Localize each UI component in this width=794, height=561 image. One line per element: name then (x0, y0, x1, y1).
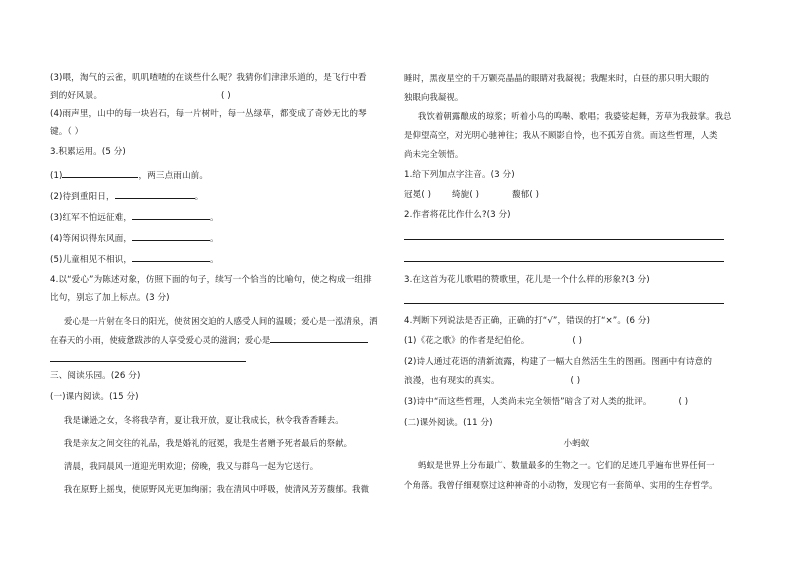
sample-paragraph-line2 (50, 334, 392, 346)
reading-line-4: 我在原野上摇曳，使原野风光更加绚丽；我在清风中呼吸，使清风芳芳馥郁。我微 (64, 484, 370, 494)
judge-2-text: 浪漫，也有现实的真实。 (404, 376, 500, 386)
reading-line-1: 我是谦逊之女，冬将我孕育，夏让我开放，夏让我成长，秋令我香香睡去。 (64, 415, 344, 425)
fill-5-blank[interactable] (132, 253, 210, 262)
judge-1-text: (1)《花之歌》的作者是纪伯伦。 (404, 336, 530, 346)
judge-1-paren[interactable]: ( ) (572, 336, 583, 346)
fill-line-4 (50, 232, 392, 245)
fill-4-blank[interactable] (132, 232, 210, 241)
question-3-3-text: 到的好风景。 (50, 91, 103, 101)
question-3-3-line1: (3)喂，淘气的云雀，叽叽喳喳的在谈些什么呢？我猜你们津津乐道的，是飞行中看 (50, 73, 367, 83)
metaphor-blank-2[interactable] (50, 361, 246, 362)
fill-line-3 (50, 211, 392, 224)
fill-3-blank[interactable] (132, 211, 210, 220)
fill-3-text: (3)红军不怕远征难， (50, 213, 133, 223)
article-title: 小蚂蚁 (563, 439, 590, 449)
fill-5-period: 。 (210, 255, 219, 265)
reading-line-2: 我是亲友之间交往的礼品，我是婚礼的冠冕，我是生者赠予死者最后的祭献。 (64, 438, 353, 448)
question-3-4-line2: 键。（ ） (50, 127, 84, 137)
fill-line-5 (50, 253, 392, 266)
question-1: 1.给下列加点字注音。(3 分) (404, 170, 515, 180)
question-2: 2.作者将花比作什么?(3 分) (404, 210, 511, 220)
judge-1 (404, 335, 749, 347)
fill-3-period: 。 (210, 213, 219, 223)
judge-3 (404, 396, 749, 408)
fill-5-text: (5)儿童相见不相识， (50, 255, 133, 265)
question-3: 3.在这首为花儿歌唱的赞歌里，花儿是一个什么样的形象?(3 分) (404, 275, 650, 285)
question-3-4-line1: (4)雨声里，山中的每一块岩石，每一片树叶，每一丛绿草，都变成了奇妙无比的琴 (50, 109, 367, 119)
fill-2-period: 。 (194, 192, 204, 202)
judge-3-paren[interactable]: ( ) (678, 397, 689, 407)
judge-3-text: (3)诗中“而这些哲理，人类尚未完全领悟”暗含了对人类的批评。 (404, 397, 652, 407)
fill-1-blank[interactable] (62, 169, 138, 178)
fill-line-1 (50, 169, 392, 182)
sample-paragraph-text: 在春天的小雨，使疲惫跋涉的人享受爱心灵的滋润；爱心是 (50, 335, 271, 345)
fill-2-text: (2)待到重阳日， (50, 192, 115, 202)
answer-line-q2-1[interactable] (404, 239, 724, 240)
pinyin-row (404, 189, 749, 201)
section-4-line1: 4.以“爱心”为陈述对象，仿照下面的句子，续写一个恰当的比喻句，使之构成一组排 (50, 275, 372, 285)
part-3-heading: 三、阅读乐园。(26 分) (50, 371, 141, 381)
out-of-class-reading-heading: (二)课外阅读。(11 分) (404, 418, 493, 428)
pinyin-item-1[interactable]: 冠冕( ) (404, 190, 432, 200)
section-3-heading: 3.积累运用。(5 分) (50, 147, 126, 157)
answer-line-q3[interactable] (404, 303, 724, 304)
judge-2-paren[interactable]: ( ) (570, 376, 581, 386)
judge-2-line2 (404, 375, 749, 387)
fill-4-period: 。 (210, 234, 219, 244)
fill-1-label: (1) (50, 171, 63, 181)
fill-line-2 (50, 190, 392, 203)
in-class-reading-heading: (一)课内阅读。(15 分) (50, 392, 139, 402)
reading-line-5: 睡时，黑夜星空的千万颗亮晶晶的眼睛对我凝视；我醒来时，白昼的那只明大眼的 (404, 73, 710, 83)
article-line-2: 个角落。我曾仔细观察过这种神奇的小动物，发现它有一套简单、实用的生存哲学。 (404, 480, 718, 490)
question-3-3-line2 (50, 90, 392, 102)
reading-line-3: 清晨，我同晨风一道迎光明欢迎；傍晚，我又与群鸟一起为它送行。 (64, 461, 319, 471)
answer-paren[interactable]: ( ) (221, 91, 231, 101)
metaphor-blank-1[interactable] (270, 334, 368, 343)
sample-paragraph-line1: 爱心是一片射在冬日的阳光，使贫困交迫的人感受人间的温暖；爱心是一泓清泉，洒 (64, 316, 378, 326)
reading-line-8: 是仰望高空，对光明心驰神往；我从不顾影自怜，也不孤芳自赏。而这些哲理，人类 (404, 130, 718, 140)
pinyin-item-2[interactable]: 绮旎( ) (451, 190, 480, 200)
fill-2-blank[interactable] (115, 190, 195, 199)
fill-1-text: ，两三点雨山前。 (138, 171, 209, 181)
fill-4-text: (4)等闲识得东风面， (50, 234, 133, 244)
answer-line-q2-2[interactable] (404, 261, 724, 262)
section-4-line2: 比句，别忘了加上标点。(3 分) (50, 293, 170, 303)
pinyin-item-3[interactable]: 馥郁( ) (511, 190, 540, 200)
reading-line-9: 尚未完全领悟。 (404, 149, 464, 159)
reading-line-7: 我饮着朝露酿成的琼浆；听着小鸟的鸣啭、歌唱；我婆娑起舞，芳草为我鼓掌。我总 (418, 111, 732, 121)
judge-2-line1: (2)诗人通过花语的清新流露，构建了一幅大自然活生生的图画。图画中有诗意的 (404, 357, 713, 367)
question-4: 4.判断下列说法是否正确，正确的打“√”，错误的打“×”。(6 分) (404, 316, 651, 326)
article-line-1: 蚂蚁是世界上分布最广、数量最多的生物之一。它们的足迹几乎遍布世界任何一 (418, 460, 715, 470)
reading-line-6: 独眼向我凝视。 (404, 92, 464, 102)
